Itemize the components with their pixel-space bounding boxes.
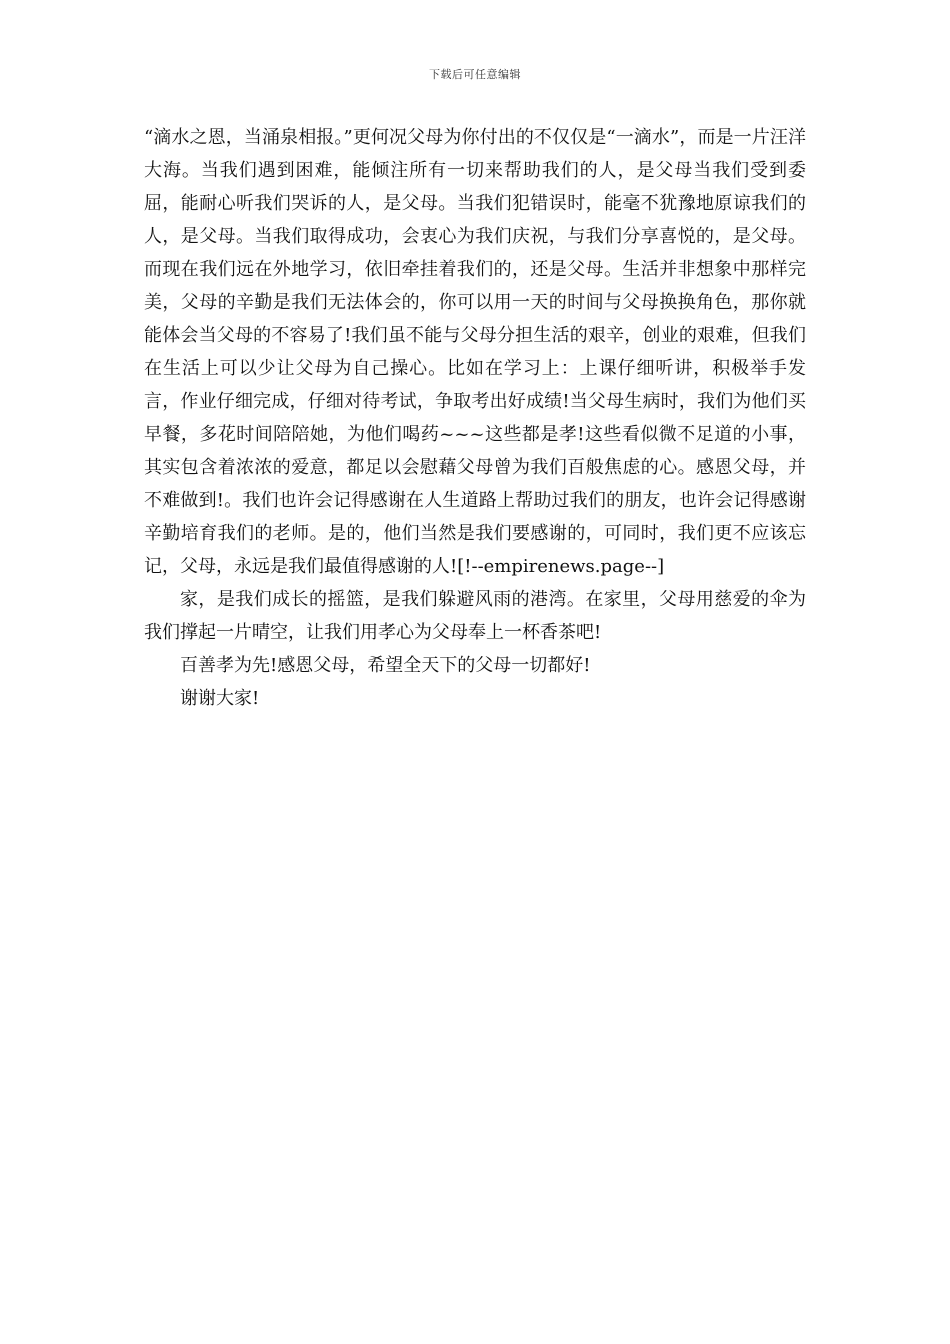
- page-header: 下载后可任意编辑: [429, 68, 521, 81]
- paragraph-home: 家，是我们成长的摇篮，是我们躲避风雨的港湾。在家里，父母用慈爱的伞为我们撑起一片晴空，让我们用孝心为父母奉上一杯香茶吧!: [144, 589, 806, 643]
- document-body: [144, 121, 806, 715]
- paragraph-filial-piety: 百善孝为先!感恩父母，希望全天下的父母一切都好!: [180, 655, 591, 676]
- paragraph-thanks: 谢谢大家!: [180, 688, 260, 709]
- paragraph-gratitude-parents: “滴水之恩，当涌泉相报。”更何况父母为你付出的不仅仅是“一滴水”，而是一片汪洋大海。当我们遇到困难，能倾注所有一切来帮助我们的人，是父母当我们受到委屈，能耐心听我们哭诉的人，是父母。当我们犯错误时，能毫不犹豫地原谅我们的人，是父母。当我们取得成功，会衷心为我们庆祝，与我们分享喜悦的，是父母。而现在我们远在外地学习，依旧牵挂着我们的，还是父母。生活并非想象中那样完美，父母的辛勤是我们无法体会的，你可以用一天的时间与父母换换角色，那你就能体会当父母的不容易了!我们虽不能与父母分担生活的艰辛，创业的艰难，但我们在生活上可以少让父母为自己操心。比如在学习上：上课仔细听讲，积极举手发言，作业仔细完成，仔细对待考试，争取考出好成绩!当父母生病时，我们为他们买早餐，多花时间陪陪她，为他们喝药~~~这些都是孝!这些看似微不足道的小事，其实包含着浓浓的爱意，都足以会慰藉父母曾为我们百般焦虑的心。感恩父母，并不难做到!。我们也许会记得感谢在人生道路上帮助过我们的朋友，也许会记得感谢辛勤培育我们的老师。是的，他们当然是我们要感谢的，可同时，我们更不应该忘记，父母，永远是我们最值得感谢的人![!--empirenews.page--]: [144, 127, 806, 577]
